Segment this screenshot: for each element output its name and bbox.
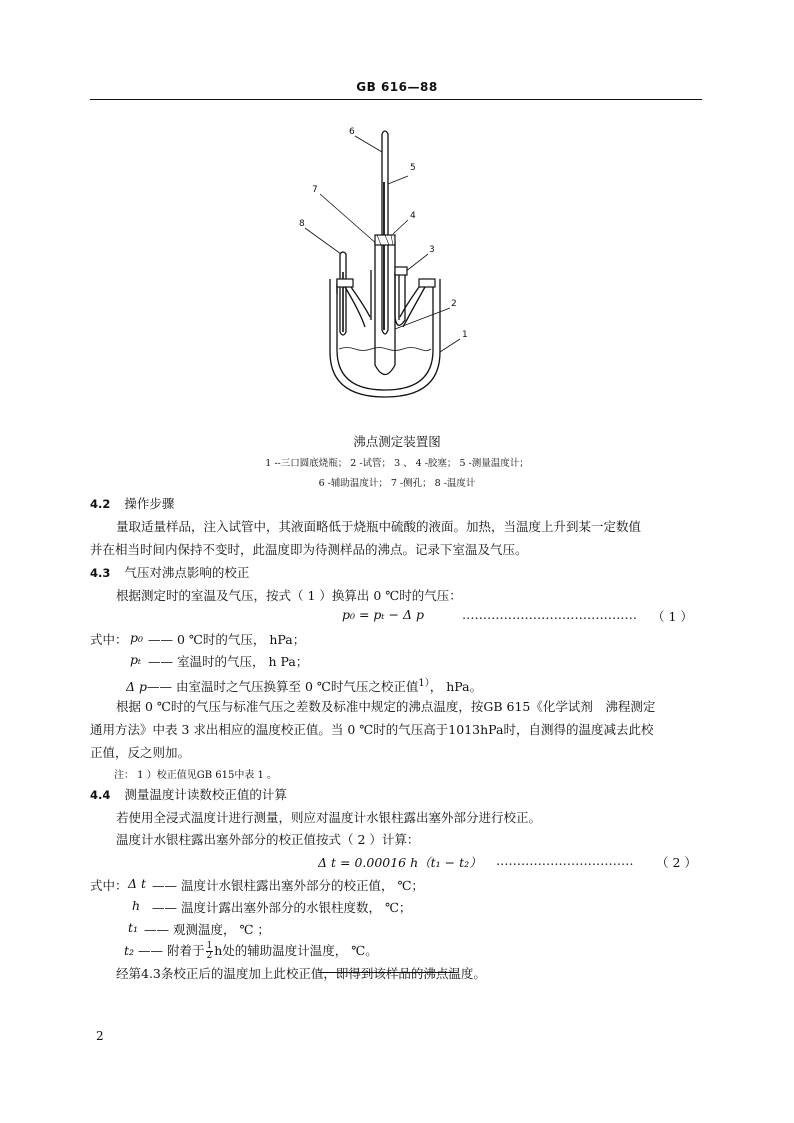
section-title: 操作步骤 (124, 496, 175, 511)
section-number: 4.4 (90, 788, 111, 802)
callout-5: 5 (410, 163, 416, 173)
definition-symbol: p₀ (130, 630, 144, 645)
section-4-4-heading (90, 785, 287, 803)
paragraph-line: 根据 0 ℃时的气压与标准气压之差数及标准中规定的沸点温度，按GB 615《化学试剂 沸程测定 (116, 699, 656, 714)
where-label: 式中： (90, 632, 128, 647)
callout-1: 1 (462, 330, 468, 340)
definition-symbol: Δ t (128, 876, 147, 891)
section-number: 4.3 (90, 566, 111, 580)
boiling-point-apparatus-figure (285, 122, 485, 412)
final-paragraph-line: 经第4.3条校正后的温度加上此校正值，即得到该样品的沸点温度。 (116, 966, 486, 981)
section-number: 4.2 (90, 497, 111, 511)
formula-2-number: （ 2 ） (656, 855, 697, 870)
callout-6: 6 (349, 127, 355, 137)
where-label: 式中： (90, 878, 128, 893)
callout-7: 7 (312, 185, 318, 195)
definition-text: —— 0 ℃时的气压， hPa； (148, 632, 306, 647)
definition-text: —— 由室温时之气压换算至 0 ℃时气压之校正值 (147, 679, 419, 695)
callout-3: 3 (429, 245, 435, 255)
definition-symbol: t₁ (128, 920, 139, 935)
definition-unit: ， hPa。 (429, 679, 483, 695)
definition-symbol: t₂ (124, 943, 135, 958)
paragraph-line: 正值，反之则加。 (90, 745, 191, 760)
figure-caption: 沸点测定装置图 (353, 434, 441, 449)
fraction-denominator: 2 (206, 951, 213, 961)
definition-symbol: pₜ (130, 652, 142, 667)
section-4-2-heading (90, 494, 174, 512)
definition-text: —— 附着于 (138, 943, 205, 958)
figure-legend-line-1: 1 --三口圆底烧瓶； 2 -试管； 3 、 4 -胶塞； 5 -测量温度计； (265, 458, 529, 469)
callout-2: 2 (451, 299, 457, 309)
formula-1-dots: …………………………………… (462, 607, 637, 622)
definition-line (124, 941, 378, 961)
formula-2: Δ t = 0.00016 h（t₁ − t₂） (318, 855, 482, 870)
paragraph-line: 温度计水银柱露出塞外部分的校正值按式（ 2 ）计算： (116, 832, 420, 847)
definition-line (126, 674, 482, 695)
definition-symbol: h (132, 898, 141, 913)
callout-8: 8 (299, 219, 305, 229)
formula-1-number: （ 1 ） (652, 609, 693, 624)
paragraph-line: 通用方法》中表 3 求出相应的温度校正值。当 0 ℃时的气压高于1013hPa时，自测得的温度减去此校 (90, 722, 654, 737)
fraction-one-half (206, 942, 214, 961)
footnote-marker: 1） (418, 678, 430, 689)
paragraph-line: 根据测定时的室温及气压，按式（ 1 ）换算出 0 ℃时的气压： (116, 588, 462, 603)
formula-1: p₀ = pₜ − Δ p (342, 607, 424, 622)
fraction-numerator: 1 (206, 941, 213, 951)
header-rule (90, 99, 702, 100)
definition-text: —— 温度计露出塞外部分的水银柱度数， ℃； (152, 900, 412, 915)
section-4-3-heading (90, 563, 249, 581)
callout-4: 4 (410, 211, 416, 221)
section-title: 气压对沸点影响的校正 (124, 565, 250, 580)
definition-symbol: Δ p (126, 679, 148, 695)
definition-text: —— 室温时的气压， h Pa； (148, 654, 309, 669)
formula-2-dots: …………………………… (496, 853, 634, 868)
figure-legend-line-2: 6 -辅助温度计； 7 -侧孔； 8 -温度计 (318, 478, 476, 489)
standard-number: GB 616—88 (356, 80, 438, 94)
definition-text: —— 观测温度， ℃ ； (144, 922, 270, 937)
paragraph-line: 若使用全浸式温度计进行测量，则应对温度计水银柱露出塞外部分进行校正。 (116, 810, 542, 825)
paragraph-line: 并在相当时间内保持不变时，此温度即为待测样品的沸点。记录下室温及气压。 (90, 542, 528, 557)
end-rule (318, 972, 458, 973)
page-number: 2 (96, 1029, 104, 1043)
section-title: 测量温度计读数校正值的计算 (124, 787, 287, 802)
definition-text: —— 温度计水银柱露出塞外部分的校正值， ℃； (152, 878, 424, 893)
note: 注： 1 ）校正值见GB 615中表 1 。 (114, 770, 278, 781)
definition-text: h处的辅助温度计温度， ℃。 (214, 943, 378, 958)
paragraph-line: 量取适量样品，注入试管中，其液面略低于烧瓶中硫酸的液面。加热，当温度上升到某一定数值 (116, 519, 642, 534)
